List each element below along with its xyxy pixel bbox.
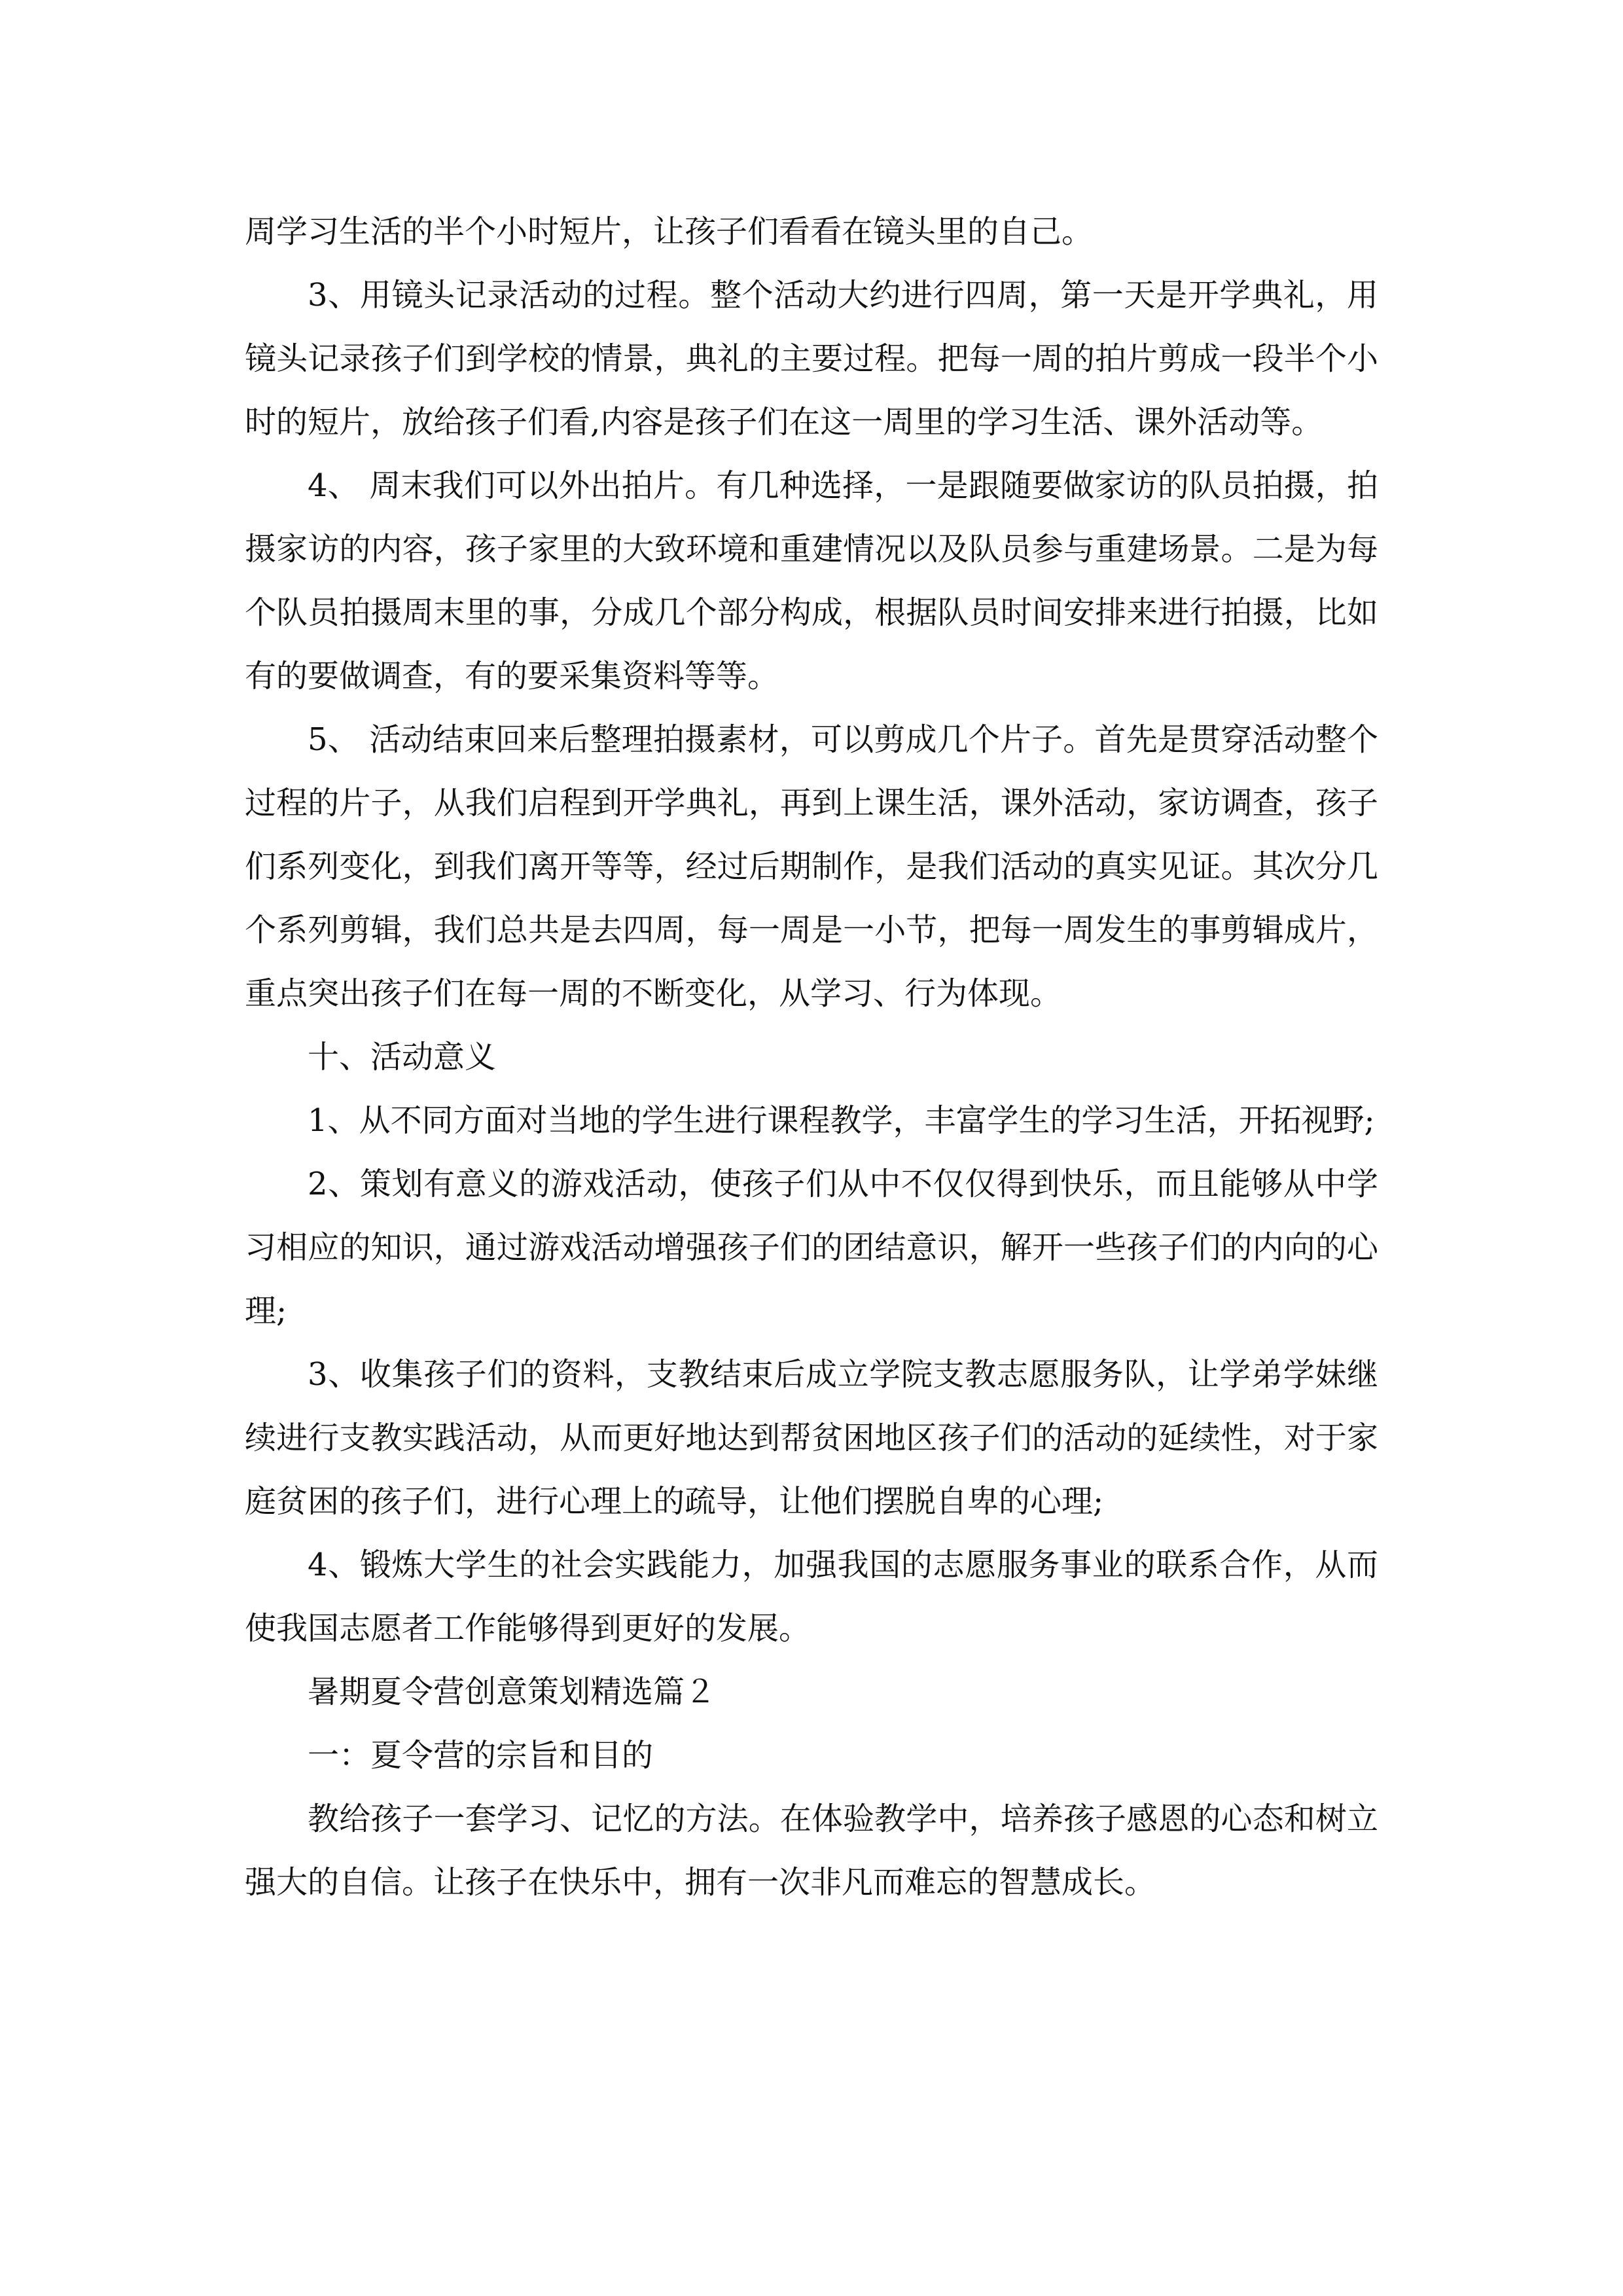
significance-item-2: 2、策划有意义的游戏活动，使孩子们从中不仅仅得到快乐，而且能够从中学习相应的知识，通过游戏活动增强孩子们的团结意识，解开一些孩子们的内向的心理; bbox=[245, 1166, 1378, 1329]
purpose-paragraph: 教给孩子一套学习、记忆的方法。在体验教学中，培养孩子感恩的心态和树立强大的自信。让孩子在快乐中，拥有一次非凡而难忘的智慧成长。 bbox=[245, 1801, 1378, 1901]
significance-item-3: 3、收集孩子们的资料，支教结束后成立学院支教志愿服务队，让学弟学妹继续进行支教实践活动，从而更好地达到帮贫困地区孩子们的活动的延续性，对于家庭贫困的孩子们，进行心理上的疏导，让他们摆脱自卑的心理; bbox=[245, 1356, 1378, 1520]
paragraph-continuation: 周学习生活的半个小时短片，让孩子们看看在镜头里的自己。 bbox=[245, 213, 1094, 250]
paragraph-item-3: 3、用镜头记录活动的过程。整个活动大约进行四周，第一天是开学典礼，用镜头记录孩子们到学校的情景，典礼的主要过程。把每一周的拍片剪成一段半个小时的短片，放给孩子们看,内容是孩子们在这一周里的学习生活、课外活动等。 bbox=[245, 277, 1378, 440]
paragraph-item-4: 4、 周末我们可以外出拍片。有几种选择，一是跟随要做家访的队员拍摄，拍摄家访的内容，孩子家里的大致环境和重建情况以及队员参与重建场景。二是为每个队员拍摄周末里的事，分成几个部分构成，根据队员时间安排来进行拍摄，比如有的要做调查，有的要采集资料等等。 bbox=[245, 467, 1378, 694]
significance-item-1: 1、从不同方面对当地的学生进行课程教学，丰富学生的学习生活，开拓视野; bbox=[308, 1102, 1375, 1139]
section-heading-activity-significance: 十、活动意义 bbox=[308, 1039, 497, 1075]
article-title-part-2: 暑期夏令营创意策划精选篇２ bbox=[308, 1674, 717, 1710]
document-body bbox=[245, 200, 1378, 1914]
section-heading-purpose: 一：夏令营的宗旨和目的 bbox=[308, 1737, 654, 1774]
significance-item-4: 4、锻炼大学生的社会实践能力，加强我国的志愿服务事业的联系合作，从而使我国志愿者工作能够得到更好的发展。 bbox=[245, 1547, 1378, 1647]
paragraph-item-5: 5、 活动结束回来后整理拍摄素材，可以剪成几个片子。首先是贯穿活动整个过程的片子，从我们启程到开学典礼，再到上课生活，课外活动，家访调查，孩子们系列变化，到我们离开等等，经过后期制作，是我们活动的真实见证。其次分几个系列剪辑，我们总共是去四周，每一周是一小节，把每一周发生的事剪辑成片，重点突出孩子们在每一周的不断变化，从学习、行为体现。 bbox=[245, 721, 1378, 1012]
